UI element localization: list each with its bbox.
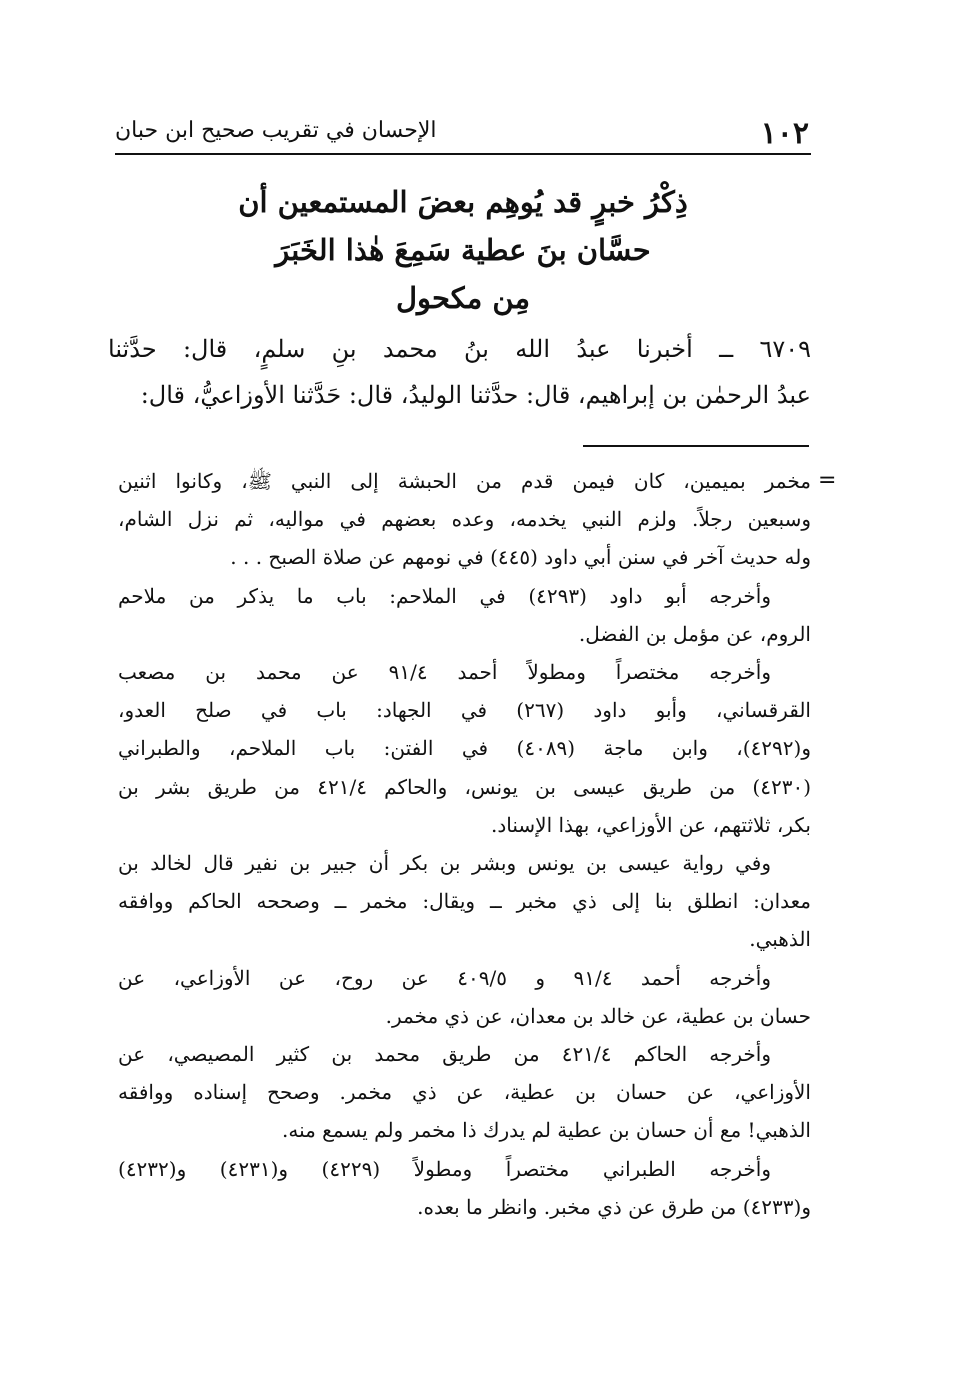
footnote-line: الذهبي! مع أن حسان بن عطية لم يدرك ذا مخمر ولم يسمع منه. xyxy=(281,1118,811,1143)
footnote-line: وأخرجه الحاكم ٤٢١/٤ من طريق محمد بن كثير المصيصي، عن xyxy=(118,1042,771,1067)
hadith-text xyxy=(108,326,811,418)
footnote-line: وله حديث آخر في سنن أبي داود (٤٤٥) في نومهم عن صلاة الصبح . . . xyxy=(230,545,811,570)
footnote-line: بكر، ثلاثتهم، عن الأوزاعي، بهذا الإسناد. xyxy=(491,812,811,837)
footnote-line: حسان بن عطية، عن خالد بن معدان، عن ذي مخمر. xyxy=(385,1003,811,1028)
footnote-line: وأخرجه أحمد ٩١/٤ و ٤٠٩/٥ عن روح، عن الأوزاعي، عن xyxy=(118,965,772,990)
footnotes xyxy=(118,462,811,1226)
footnote-line: مخمر بميمين، كان فيمن قدم من الحبشة إلى النبي ﷺ، وكانوا اثنين xyxy=(118,469,811,493)
footnote-line: القرقساني، وأبو داود (٢٦٧) في الجهاد: باب في صلح العدو، xyxy=(118,698,811,723)
chapter-heading-line: ذِكْرُ خبرٍ قد يُوهِم بعضَ المستمعين أن xyxy=(238,185,688,219)
footnote-line: الأوزاعي، عن حسان بن عطية، عن ذي مخمر. وصحح إسناده ووافقه xyxy=(118,1080,811,1105)
hadith-text-line: ٦٧٠٩ ــ أخبرنا عبدُ الله بنُ محمد بنِ سلمٍ، قال: حدَّثنا xyxy=(108,335,811,363)
footnote-line: وأخرجه أبو داود (٤٢٩٣) في الملاحم: باب ما يذكر من ملاحم xyxy=(118,583,771,608)
chapter-heading-line: مِن مكحول xyxy=(395,281,531,315)
footnote-line: وأخرجه مختصراً ومطولاً أحمد ٩١/٤ عن محمد بن مصعب xyxy=(118,660,771,685)
footnote-line: و(٤٢٩٢)، وابن ماجة (٤٠٨٩) في الفتن: باب الملاحم، والطبراني xyxy=(118,736,811,761)
footnote-continuation-mark: = xyxy=(818,468,837,493)
hadith-text-line: عبدُ الرحمٰن بن إبراهيم، قال: حدَّثنا الوليدُ، قال: حَدَّثنا الأوزاعيُّ، قال: xyxy=(140,381,811,409)
footnote-line: معدان: انطلق بنا إلى ذي مخبر ــ ويقال: مخمر ــ وصححه الحاكم ووافقه xyxy=(118,889,811,914)
header-rule xyxy=(115,153,811,155)
footnote-line: وأخرجه الطبراني مختصراً ومطولاً (٤٢٢٩) و(٤٢٣١) و(٤٢٣٢) xyxy=(118,1156,772,1181)
footnote-line: و(٤٢٣٣) من طرق عن ذي مخبر. وانظر ما بعده. xyxy=(417,1194,811,1219)
footnote-line: (٤٢٣٠) من طريق عيسى بن يونس، والحاكم ٤٢١/٤ من طريق بشر بن xyxy=(118,774,811,799)
footnote-line: وفي رواية عيسى بن يونس وبشر بن بكر أن جبير بن نفير قال لخالد بن xyxy=(118,851,771,876)
footnote-line: الذهبي. xyxy=(749,927,811,952)
running-title: الإحسان في تقريب صحيح ابن حبان xyxy=(115,118,437,143)
page-number: ١٠٢ xyxy=(760,116,809,151)
page-header xyxy=(115,112,809,152)
chapter-heading-line: حسَّان بنَ عطية سَمِعَ هٰذا الخَبَرَ xyxy=(275,233,651,267)
footnote-rule xyxy=(583,445,809,447)
footnote-line: وسبعين رجلاً. ولزم النبي يخدمه، وعده بعضهم في مواليه، ثم نزل الشام، xyxy=(118,507,811,532)
chapter-heading xyxy=(115,178,811,322)
footnote-line: الروم، عن مؤمل بن الفضل. xyxy=(578,621,811,646)
